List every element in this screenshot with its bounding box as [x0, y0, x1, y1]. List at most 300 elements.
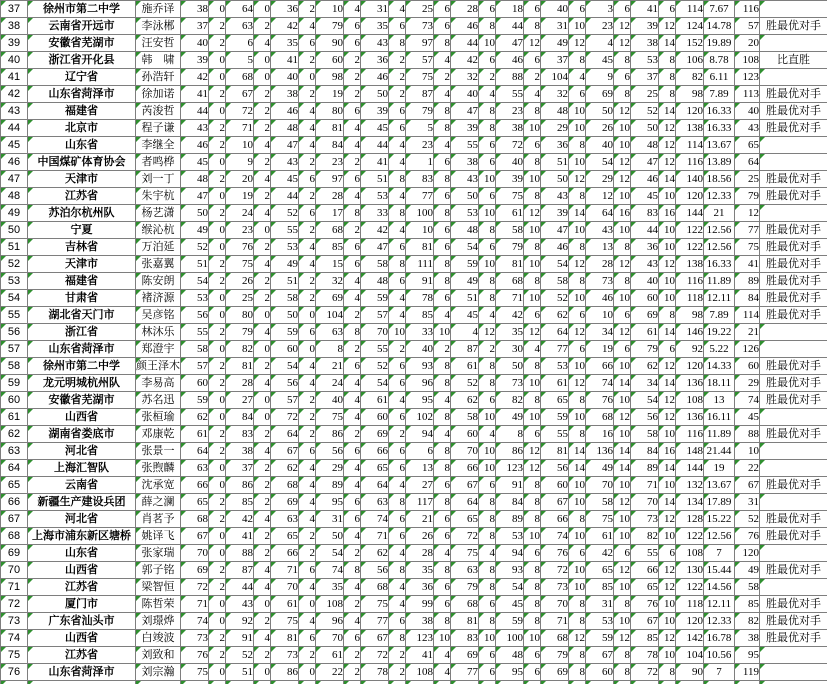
- opponent-cell[interactable]: 35: [496, 324, 524, 341]
- opponent-cell[interactable]: 51: [181, 256, 209, 273]
- round-score-cell[interactable]: 2: [299, 426, 316, 443]
- round-score-cell[interactable]: 6: [389, 460, 406, 477]
- opponent-cell[interactable]: 82: [496, 392, 524, 409]
- opponent-cell[interactable]: 60: [541, 477, 569, 494]
- note-cell[interactable]: [760, 647, 827, 664]
- round-score-cell[interactable]: 2: [209, 358, 226, 375]
- opponent-cell[interactable]: 97: [406, 35, 434, 52]
- round-score-cell[interactable]: 4: [434, 426, 451, 443]
- team-name-cell[interactable]: 上海汇智队: [28, 460, 136, 477]
- round-score-cell[interactable]: 12: [614, 409, 631, 426]
- note-cell[interactable]: 胜最优对手: [760, 18, 827, 35]
- score-sum-cell[interactable]: 108: [676, 392, 704, 409]
- opponent-cell[interactable]: 88: [226, 545, 254, 562]
- opponent-cell[interactable]: 94: [496, 545, 524, 562]
- round-score-cell[interactable]: 8: [569, 137, 586, 154]
- opponent-cell[interactable]: 87: [226, 562, 254, 579]
- round-score-cell[interactable]: 6: [479, 647, 496, 664]
- opponent-cell[interactable]: 32: [451, 69, 479, 86]
- round-score-cell[interactable]: 10: [524, 120, 541, 137]
- rank-cell[interactable]: 119: [735, 664, 760, 681]
- round-score-cell[interactable]: 6: [434, 579, 451, 596]
- round-score-cell[interactable]: 6: [344, 256, 361, 273]
- team-name-cell[interactable]: 云南省开远市: [28, 18, 136, 35]
- round-score-cell[interactable]: 6: [389, 273, 406, 290]
- clipped-cell[interactable]: [704, 681, 735, 684]
- round-score-cell[interactable]: 0: [209, 392, 226, 409]
- opponent-cell[interactable]: 47: [496, 35, 524, 52]
- opponent-cell[interactable]: 67: [541, 494, 569, 511]
- round-score-cell[interactable]: 8: [569, 664, 586, 681]
- round-score-cell[interactable]: 8: [614, 596, 631, 613]
- opponent-cell[interactable]: 91: [406, 273, 434, 290]
- round-score-cell[interactable]: 4: [434, 647, 451, 664]
- round-score-cell[interactable]: 8: [479, 273, 496, 290]
- opponent-cell[interactable]: 91: [496, 477, 524, 494]
- round-score-cell[interactable]: 6: [524, 1, 541, 18]
- round-score-cell[interactable]: 6: [344, 35, 361, 52]
- opponent-cell[interactable]: 55: [496, 86, 524, 103]
- opponent-cell[interactable]: 42: [451, 52, 479, 69]
- round-score-cell[interactable]: 6: [434, 528, 451, 545]
- opponent-cell[interactable]: 74: [361, 511, 389, 528]
- player-name-cell[interactable]: 刘致和: [136, 647, 181, 664]
- round-score-cell[interactable]: 14: [659, 460, 676, 477]
- opponent-cell[interactable]: 44: [226, 579, 254, 596]
- round-score-cell[interactable]: 6: [389, 613, 406, 630]
- opponent-cell[interactable]: 89: [631, 460, 659, 477]
- note-cell[interactable]: [760, 205, 827, 222]
- rank-cell[interactable]: 45: [735, 409, 760, 426]
- score-sum-cell[interactable]: 144: [676, 205, 704, 222]
- rank-cell[interactable]: 84: [735, 290, 760, 307]
- round-score-cell[interactable]: 10: [569, 579, 586, 596]
- opponent-cell[interactable]: 43: [271, 154, 299, 171]
- round-score-cell[interactable]: 6: [524, 426, 541, 443]
- round-score-cell[interactable]: 2: [209, 375, 226, 392]
- round-score-cell[interactable]: 4: [344, 613, 361, 630]
- round-score-cell[interactable]: 0: [209, 188, 226, 205]
- opponent-cell[interactable]: 42: [271, 18, 299, 35]
- rank-cell[interactable]: 85: [735, 596, 760, 613]
- opponent-cell[interactable]: 44: [271, 188, 299, 205]
- round-score-cell[interactable]: 4: [434, 86, 451, 103]
- opponent-cell[interactable]: 82: [226, 341, 254, 358]
- opponent-cell[interactable]: 81: [451, 613, 479, 630]
- round-score-cell[interactable]: 8: [479, 290, 496, 307]
- rank-cell[interactable]: 57: [735, 18, 760, 35]
- round-score-cell[interactable]: 2: [209, 205, 226, 222]
- score-sum-cell[interactable]: 144: [676, 460, 704, 477]
- opponent-cell[interactable]: 56: [316, 443, 344, 460]
- opponent-cell[interactable]: 15: [316, 256, 344, 273]
- opponent-cell[interactable]: 63: [316, 324, 344, 341]
- row-number-cell[interactable]: 46: [1, 154, 28, 171]
- round-score-cell[interactable]: 2: [209, 426, 226, 443]
- opponent-cell[interactable]: 54: [541, 256, 569, 273]
- team-name-cell[interactable]: 山东省菏泽市: [28, 341, 136, 358]
- score-sum-cell[interactable]: 142: [676, 630, 704, 647]
- clipped-cell[interactable]: [361, 681, 389, 684]
- round-score-cell[interactable]: 8: [524, 579, 541, 596]
- round-score-cell[interactable]: 6: [344, 171, 361, 188]
- score-sum-cell[interactable]: 118: [676, 596, 704, 613]
- opponent-cell[interactable]: 85: [226, 494, 254, 511]
- team-name-cell[interactable]: 广东省汕头市: [28, 613, 136, 630]
- opponent-cell[interactable]: 28: [586, 256, 614, 273]
- player-name-cell[interactable]: 苏名迅: [136, 392, 181, 409]
- team-name-cell[interactable]: 山西省: [28, 409, 136, 426]
- team-name-cell[interactable]: 上海市浦东新区塘桥: [28, 528, 136, 545]
- row-number-cell[interactable]: 56: [1, 324, 28, 341]
- round-score-cell[interactable]: 12: [659, 579, 676, 596]
- team-name-cell[interactable]: 江苏省: [28, 579, 136, 596]
- opponent-cell[interactable]: 63: [181, 460, 209, 477]
- opponent-cell[interactable]: 8: [316, 341, 344, 358]
- round-score-cell[interactable]: 0: [209, 613, 226, 630]
- opponent-cell[interactable]: 69: [271, 494, 299, 511]
- round-score-cell[interactable]: 8: [479, 579, 496, 596]
- player-name-cell[interactable]: 张桓瑜: [136, 409, 181, 426]
- opponent-cell[interactable]: 48: [361, 273, 389, 290]
- round-score-cell[interactable]: 10: [569, 562, 586, 579]
- row-number-cell[interactable]: 58: [1, 358, 28, 375]
- opponent-cell[interactable]: 53: [451, 205, 479, 222]
- player-name-cell[interactable]: 张嘉翼: [136, 256, 181, 273]
- team-name-cell[interactable]: 安徽省芜湖市: [28, 35, 136, 52]
- opponent-cell[interactable]: 58: [631, 426, 659, 443]
- opponent-cell[interactable]: 77: [406, 188, 434, 205]
- opponent-cell[interactable]: 50: [496, 358, 524, 375]
- round-score-cell[interactable]: 4: [254, 443, 271, 460]
- rank-cell[interactable]: 64: [735, 154, 760, 171]
- round-score-cell[interactable]: 16: [659, 443, 676, 460]
- opponent-cell[interactable]: 55: [541, 426, 569, 443]
- round-score-cell[interactable]: 6: [479, 664, 496, 681]
- opponent-cell[interactable]: 37: [541, 52, 569, 69]
- player-name-cell[interactable]: 韩 啸: [136, 52, 181, 69]
- opponent-cell[interactable]: 78: [361, 664, 389, 681]
- opponent-cell[interactable]: 83: [226, 426, 254, 443]
- note-cell[interactable]: 胜最优对手: [760, 358, 827, 375]
- note-cell[interactable]: 胜最优对手: [760, 630, 827, 647]
- opponent-cell[interactable]: 72: [226, 103, 254, 120]
- row-number-cell[interactable]: 63: [1, 443, 28, 460]
- round-score-cell[interactable]: 2: [254, 18, 271, 35]
- row-number-cell[interactable]: 69: [1, 545, 28, 562]
- round-score-cell[interactable]: 2: [254, 239, 271, 256]
- opponent-cell[interactable]: 72: [451, 528, 479, 545]
- round-score-cell[interactable]: 4: [344, 137, 361, 154]
- tiebreak-cell[interactable]: 13.67: [704, 137, 735, 154]
- opponent-cell[interactable]: 44: [451, 35, 479, 52]
- round-score-cell[interactable]: 6: [434, 511, 451, 528]
- round-score-cell[interactable]: 6: [614, 341, 631, 358]
- row-number-cell[interactable]: 62: [1, 426, 28, 443]
- opponent-cell[interactable]: 36: [631, 239, 659, 256]
- opponent-cell[interactable]: 60: [586, 664, 614, 681]
- opponent-cell[interactable]: 81: [226, 358, 254, 375]
- opponent-cell[interactable]: 43: [181, 120, 209, 137]
- opponent-cell[interactable]: 72: [496, 137, 524, 154]
- round-score-cell[interactable]: 2: [254, 188, 271, 205]
- round-score-cell[interactable]: 2: [389, 52, 406, 69]
- opponent-cell[interactable]: 48: [541, 103, 569, 120]
- round-score-cell[interactable]: 10: [569, 18, 586, 35]
- opponent-cell[interactable]: 85: [316, 239, 344, 256]
- opponent-cell[interactable]: 69: [586, 86, 614, 103]
- round-score-cell[interactable]: 8: [434, 375, 451, 392]
- opponent-cell[interactable]: 72: [361, 647, 389, 664]
- round-score-cell[interactable]: 10: [524, 375, 541, 392]
- round-score-cell[interactable]: 14: [614, 443, 631, 460]
- round-score-cell[interactable]: 12: [659, 630, 676, 647]
- rank-cell[interactable]: 58: [735, 579, 760, 596]
- score-sum-cell[interactable]: 98: [676, 86, 704, 103]
- note-cell[interactable]: [760, 409, 827, 426]
- opponent-cell[interactable]: 67: [226, 86, 254, 103]
- opponent-cell[interactable]: 52: [631, 103, 659, 120]
- opponent-cell[interactable]: 46: [361, 69, 389, 86]
- opponent-cell[interactable]: 43: [361, 35, 389, 52]
- opponent-cell[interactable]: 67: [271, 443, 299, 460]
- round-score-cell[interactable]: 2: [254, 545, 271, 562]
- round-score-cell[interactable]: 4: [299, 375, 316, 392]
- round-score-cell[interactable]: 6: [614, 1, 631, 18]
- opponent-cell[interactable]: 25: [406, 1, 434, 18]
- opponent-cell[interactable]: 70: [361, 324, 389, 341]
- opponent-cell[interactable]: 83: [631, 205, 659, 222]
- opponent-cell[interactable]: 92: [226, 613, 254, 630]
- round-score-cell[interactable]: 0: [254, 664, 271, 681]
- note-cell[interactable]: [760, 69, 827, 86]
- round-score-cell[interactable]: 4: [299, 613, 316, 630]
- round-score-cell[interactable]: 4: [254, 630, 271, 647]
- tiebreak-cell[interactable]: 11.89: [704, 273, 735, 290]
- round-score-cell[interactable]: 0: [254, 1, 271, 18]
- opponent-cell[interactable]: 10: [586, 307, 614, 324]
- player-name-cell[interactable]: 姚译飞: [136, 528, 181, 545]
- round-score-cell[interactable]: 4: [344, 273, 361, 290]
- tiebreak-cell[interactable]: 12.56: [704, 222, 735, 239]
- note-cell[interactable]: 胜最优对手: [760, 477, 827, 494]
- round-score-cell[interactable]: 6: [434, 290, 451, 307]
- round-score-cell[interactable]: 10: [659, 273, 676, 290]
- opponent-cell[interactable]: 47: [181, 188, 209, 205]
- team-name-cell[interactable]: 厦门市: [28, 596, 136, 613]
- round-score-cell[interactable]: 14: [659, 375, 676, 392]
- opponent-cell[interactable]: 57: [181, 358, 209, 375]
- round-score-cell[interactable]: 10: [659, 290, 676, 307]
- round-score-cell[interactable]: 14: [659, 494, 676, 511]
- opponent-cell[interactable]: 64: [586, 205, 614, 222]
- row-number-cell[interactable]: 37: [1, 1, 28, 18]
- opponent-cell[interactable]: 46: [586, 290, 614, 307]
- tiebreak-cell[interactable]: 5.22: [704, 341, 735, 358]
- round-score-cell[interactable]: 8: [524, 103, 541, 120]
- opponent-cell[interactable]: 43: [451, 171, 479, 188]
- round-score-cell[interactable]: 2: [209, 494, 226, 511]
- opponent-cell[interactable]: 36: [271, 1, 299, 18]
- opponent-cell[interactable]: 84: [316, 137, 344, 154]
- opponent-cell[interactable]: 82: [631, 528, 659, 545]
- round-score-cell[interactable]: 4: [254, 205, 271, 222]
- opponent-cell[interactable]: 65: [586, 562, 614, 579]
- row-number-cell[interactable]: 44: [1, 120, 28, 137]
- row-number-cell[interactable]: 49: [1, 205, 28, 222]
- opponent-cell[interactable]: 41: [181, 86, 209, 103]
- opponent-cell[interactable]: 86: [316, 426, 344, 443]
- opponent-cell[interactable]: 56: [631, 409, 659, 426]
- opponent-cell[interactable]: 62: [631, 358, 659, 375]
- clipped-cell[interactable]: [344, 681, 361, 684]
- round-score-cell[interactable]: 0: [209, 664, 226, 681]
- opponent-cell[interactable]: 56: [181, 307, 209, 324]
- round-score-cell[interactable]: 10: [614, 392, 631, 409]
- round-score-cell[interactable]: 0: [254, 222, 271, 239]
- round-score-cell[interactable]: 6: [344, 18, 361, 35]
- opponent-cell[interactable]: 70: [631, 494, 659, 511]
- round-score-cell[interactable]: 2: [299, 154, 316, 171]
- round-score-cell[interactable]: 6: [479, 188, 496, 205]
- round-score-cell[interactable]: 8: [344, 205, 361, 222]
- round-score-cell[interactable]: 14: [569, 205, 586, 222]
- round-score-cell[interactable]: 4: [344, 188, 361, 205]
- round-score-cell[interactable]: 8: [434, 205, 451, 222]
- tiebreak-cell[interactable]: 12.56: [704, 528, 735, 545]
- clipped-cell[interactable]: [614, 681, 631, 684]
- opponent-cell[interactable]: 88: [496, 69, 524, 86]
- round-score-cell[interactable]: 6: [659, 1, 676, 18]
- row-number-cell[interactable]: 38: [1, 18, 28, 35]
- round-score-cell[interactable]: 10: [569, 358, 586, 375]
- rank-cell[interactable]: 25: [735, 171, 760, 188]
- round-score-cell[interactable]: 12: [524, 324, 541, 341]
- round-score-cell[interactable]: 10: [569, 222, 586, 239]
- round-score-cell[interactable]: 0: [254, 341, 271, 358]
- round-score-cell[interactable]: 6: [569, 1, 586, 18]
- opponent-cell[interactable]: 50: [181, 205, 209, 222]
- round-score-cell[interactable]: 12: [614, 256, 631, 273]
- round-score-cell[interactable]: 6: [389, 103, 406, 120]
- clipped-cell[interactable]: [496, 681, 524, 684]
- tiebreak-cell[interactable]: 7.89: [704, 86, 735, 103]
- round-score-cell[interactable]: 2: [254, 103, 271, 120]
- opponent-cell[interactable]: 44: [181, 103, 209, 120]
- opponent-cell[interactable]: 72: [541, 562, 569, 579]
- round-score-cell[interactable]: 12: [614, 171, 631, 188]
- round-score-cell[interactable]: 6: [569, 545, 586, 562]
- round-score-cell[interactable]: 4: [434, 52, 451, 69]
- round-score-cell[interactable]: 0: [209, 341, 226, 358]
- opponent-cell[interactable]: 41: [631, 1, 659, 18]
- row-number-cell[interactable]: 72: [1, 596, 28, 613]
- round-score-cell[interactable]: 6: [479, 137, 496, 154]
- opponent-cell[interactable]: 26: [406, 528, 434, 545]
- team-name-cell[interactable]: 辽宁省: [28, 69, 136, 86]
- opponent-cell[interactable]: 66: [451, 460, 479, 477]
- round-score-cell[interactable]: 8: [434, 443, 451, 460]
- player-name-cell[interactable]: 颜王泽木: [136, 358, 181, 375]
- opponent-cell[interactable]: 39: [496, 171, 524, 188]
- round-score-cell[interactable]: 8: [524, 358, 541, 375]
- opponent-cell[interactable]: 61: [181, 426, 209, 443]
- round-score-cell[interactable]: 6: [614, 545, 631, 562]
- round-score-cell[interactable]: 12: [659, 358, 676, 375]
- opponent-cell[interactable]: 43: [631, 256, 659, 273]
- opponent-cell[interactable]: 71: [271, 562, 299, 579]
- rank-cell[interactable]: 123: [735, 69, 760, 86]
- round-score-cell[interactable]: 10: [524, 256, 541, 273]
- row-number-cell[interactable]: 74: [1, 630, 28, 647]
- opponent-cell[interactable]: 71: [631, 477, 659, 494]
- opponent-cell[interactable]: 61: [271, 596, 299, 613]
- clipped-cell[interactable]: [586, 681, 614, 684]
- team-name-cell[interactable]: 江苏省: [28, 647, 136, 664]
- opponent-cell[interactable]: 58: [586, 494, 614, 511]
- opponent-cell[interactable]: 66: [541, 511, 569, 528]
- opponent-cell[interactable]: 32: [541, 86, 569, 103]
- round-score-cell[interactable]: 10: [479, 205, 496, 222]
- round-score-cell[interactable]: 0: [209, 596, 226, 613]
- note-cell[interactable]: [760, 137, 827, 154]
- row-number-cell[interactable]: 59: [1, 375, 28, 392]
- player-name-cell[interactable]: 郑澄宇: [136, 341, 181, 358]
- round-score-cell[interactable]: 6: [479, 392, 496, 409]
- player-name-cell[interactable]: 肖茗予: [136, 511, 181, 528]
- tiebreak-cell[interactable]: 12.33: [704, 188, 735, 205]
- round-score-cell[interactable]: 8: [479, 511, 496, 528]
- round-score-cell[interactable]: 2: [389, 341, 406, 358]
- opponent-cell[interactable]: 38: [406, 613, 434, 630]
- note-cell[interactable]: [760, 154, 827, 171]
- round-score-cell[interactable]: 10: [659, 222, 676, 239]
- round-score-cell[interactable]: 2: [209, 443, 226, 460]
- row-number-cell[interactable]: 43: [1, 103, 28, 120]
- note-cell[interactable]: 胜最优对手: [760, 426, 827, 443]
- row-number-cell[interactable]: 73: [1, 613, 28, 630]
- opponent-cell[interactable]: 30: [496, 341, 524, 358]
- round-score-cell[interactable]: 4: [299, 477, 316, 494]
- opponent-cell[interactable]: 86: [271, 664, 299, 681]
- round-score-cell[interactable]: 4: [434, 137, 451, 154]
- round-score-cell[interactable]: 12: [659, 18, 676, 35]
- player-name-cell[interactable]: 徐加诺: [136, 86, 181, 103]
- opponent-cell[interactable]: 52: [361, 358, 389, 375]
- round-score-cell[interactable]: 4: [299, 579, 316, 596]
- opponent-cell[interactable]: 95: [406, 392, 434, 409]
- opponent-cell[interactable]: 45: [271, 171, 299, 188]
- round-score-cell[interactable]: 14: [614, 375, 631, 392]
- opponent-cell[interactable]: 53: [271, 239, 299, 256]
- clipped-cell[interactable]: [631, 681, 659, 684]
- round-score-cell[interactable]: 10: [659, 477, 676, 494]
- opponent-cell[interactable]: 42: [586, 545, 614, 562]
- round-score-cell[interactable]: 8: [389, 562, 406, 579]
- opponent-cell[interactable]: 102: [406, 409, 434, 426]
- round-score-cell[interactable]: 10: [614, 137, 631, 154]
- round-score-cell[interactable]: 12: [659, 511, 676, 528]
- round-score-cell[interactable]: 2: [209, 511, 226, 528]
- opponent-cell[interactable]: 46: [181, 137, 209, 154]
- opponent-cell[interactable]: 95: [496, 664, 524, 681]
- team-name-cell[interactable]: 龙元明城杭州队: [28, 375, 136, 392]
- round-score-cell[interactable]: 4: [479, 545, 496, 562]
- round-score-cell[interactable]: 8: [389, 35, 406, 52]
- opponent-cell[interactable]: 43: [541, 188, 569, 205]
- round-score-cell[interactable]: 2: [254, 494, 271, 511]
- round-score-cell[interactable]: 2: [209, 120, 226, 137]
